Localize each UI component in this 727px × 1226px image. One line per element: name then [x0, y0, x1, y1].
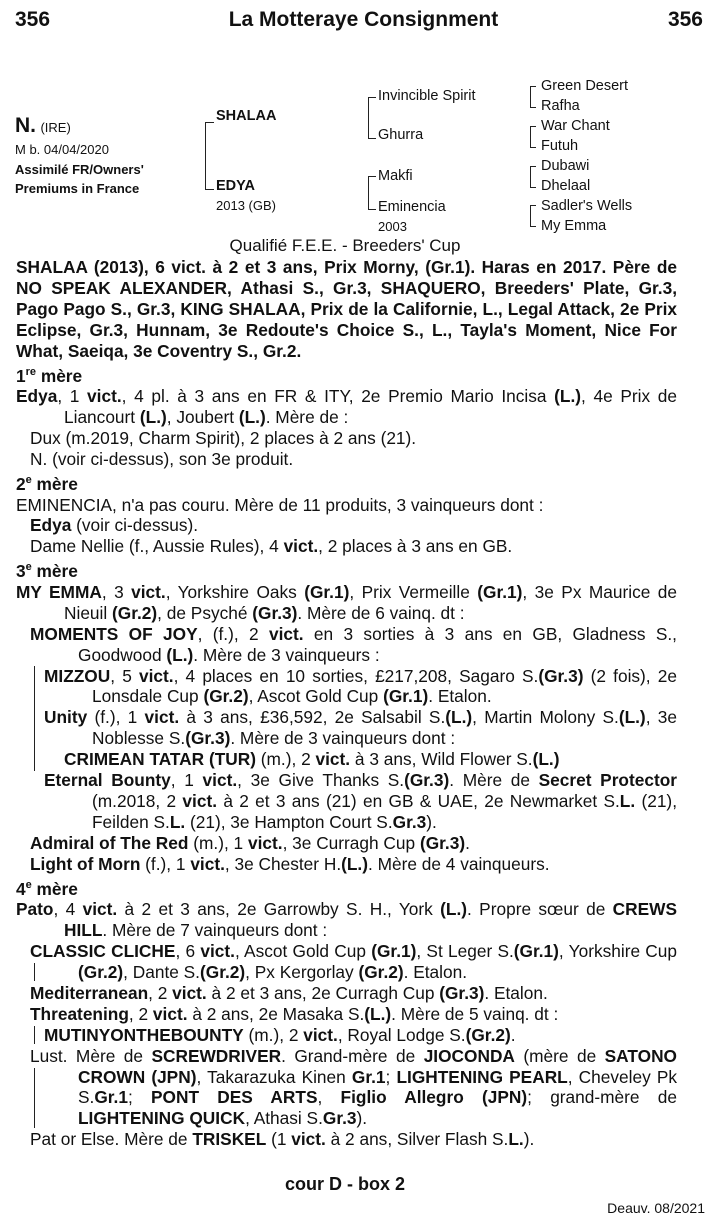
horse-name-block	[15, 114, 71, 138]
third-dam-entry: MY EMMA, 3 vict., Yorkshire Oaks (Gr.1), Prix Vermeille (Gr.1), 3e Px Maurice de Nieuil (Gr.2), de Psyché (Gr.3). Mère de 6 vainq. dt :	[16, 581, 677, 623]
pedigree-bracket-g1	[530, 86, 536, 108]
mediterranean-entry: Mediterranean, 2 vict. à 2 et 3 ans, 2e Curragh Cup (Gr.3). Etalon.	[30, 982, 548, 1003]
qualification-line: Qualifié F.E.E. - Breeders' Cup	[229, 236, 461, 255]
premium-line-2: Premiums in France	[15, 181, 140, 196]
crimean-tatar-entry: CRIMEAN TATAR (TUR) (m.), 2 vict. à 3 ans, Wild Flower S.(L.)	[64, 749, 560, 770]
fourth-dam-entry: Pato, 4 vict. à 2 et 3 ans, 2e Garrowby S. H., York (L.). Propre sœur de CREWS HILL. Mère de 7 vainqueurs dont :	[16, 899, 677, 941]
produce-tree-line	[34, 963, 35, 981]
pedigree-dam-info: 2013 (GB)	[216, 198, 276, 213]
pedigree-bracket-g4	[530, 205, 536, 227]
first-dam-produce-dux: Dux (m.2019, Charm Spirit), 2 places à 2 ans (21).	[30, 428, 417, 449]
pedigree-gg-2: Rafha	[541, 98, 580, 114]
second-dam-entry: EMINENCIA, n'a pas couru. Mère de 11 produits, 3 vainqueurs dont :	[16, 494, 544, 515]
unity-entry: Unity (f.), 1 vict. à 3 ans, £36,592, 2e Salsabil S.(L.), Martin Molony S.(L.), 3e Noblesse S.(Gr.3). Mère de 3 vainqueurs dont :	[44, 707, 677, 749]
pedigree-bracket-gen1	[205, 122, 214, 190]
produce-tree-line	[34, 1068, 35, 1128]
pedigree-dam-sire: Makfi	[378, 168, 413, 184]
pedigree-bracket-g3	[530, 166, 536, 188]
mizzou-entry: MIZZOU, 5 vict., 4 places en 10 sorties, £217,208, Sagaro S.(Gr.3) (2 fois), 2e Lonsdale Cup (Gr.2), Ascot Gold Cup (Gr.1). Etalon.	[44, 665, 677, 707]
first-dam-entry: Edya, 1 vict., 4 pl. à 3 ans en FR & ITY, 2e Premio Mario Incisa (L.), 4e Prix de Liancourt (L.), Joubert (L.). Mère de :	[16, 386, 677, 428]
pat-or-else-entry: Pat or Else. Mère de TRISKEL (1 vict. à 2 ans, Silver Flash S.L.).	[30, 1129, 535, 1150]
lust-block	[16, 1046, 677, 1130]
pedigree-dam: EDYA	[216, 178, 255, 194]
pedigree-dam-dam: Eminencia	[378, 199, 446, 215]
moments-of-joy-entry: MOMENTS OF JOY, (f.), 2 vict. en 3 sorties à 3 ans en GB, Gladness S., Goodwood (L.). Mère de 3 vainqueurs :	[30, 623, 677, 665]
pedigree-bracket-g2	[530, 126, 536, 148]
classic-cliche-entry: CLASSIC CLICHE, 6 vict., Ascot Gold Cup (Gr.1), St Leger S.(Gr.1), Yorkshire Cup (Gr.2), Dante S.(Gr.2), Px Kergorlay (Gr.2). Etalon.	[30, 941, 678, 982]
stable-box-location: cour D - box 2	[284, 1174, 405, 1194]
sire-paragraph: SHALAA (2013), 6 vict. à 2 et 3 ans, Prix Morny, (Gr.1). Haras en 2017. Père de NO SPEAK ALEXANDER, Athasi S., Gr.3, SHAQUERO, Breeders' Plate, Gr.3, Pago Pago S., Gr.3, KING SHALAA, Prix de la Californie, L., Legal Attack, 2e Prix Eclipse, Gr.3, Hunnam, 3e Redoute's Choice S., L., Tayla's Moment, Nice For What, Saeiqa, 3e Coventry S., Gr.2.	[16, 257, 677, 361]
pedigree-bracket-dam	[368, 176, 376, 210]
pedigree-gg-4: Futuh	[541, 138, 579, 154]
pedigree-gg-1: Green Desert	[541, 78, 629, 94]
mutinyonthebounty-entry: MUTINYONTHEBOUNTY (m.), 2 vict., Royal Lodge S.(Gr.2).	[44, 1024, 516, 1045]
pedigree-gg-5: Dubawi	[541, 158, 590, 174]
horse-origin: (IRE)	[40, 120, 71, 135]
pedigree-dam-dam-info: 2003	[378, 219, 407, 234]
moments-of-joy-block	[16, 624, 677, 833]
pedigree-gg-3: War Chant	[541, 118, 610, 134]
second-dam-produce-edya: Edya (voir ci-dessus).	[30, 515, 199, 536]
catalogue-body	[16, 257, 677, 1150]
threatening-entry: Threatening, 2 vict. à 2 ans, 2e Masaka S.(L.). Mère de 5 vainq. dt :	[30, 1003, 559, 1024]
lot-number-right: 356	[667, 8, 703, 31]
first-dam-produce-n: N. (voir ci-dessus), son 3e produit.	[30, 448, 294, 469]
admiral-entry: Admiral of The Red (m.), 1 vict., 3e Curragh Cup (Gr.3).	[30, 832, 470, 853]
pedigree-bracket-sire	[368, 97, 376, 139]
lot-number-left: 356	[15, 8, 51, 31]
pedigree-sire-dam: Ghurra	[378, 127, 424, 143]
second-dam-produce-dame-nellie: Dame Nellie (f., Aussie Rules), 4 vict., 2 places à 3 ans en GB.	[30, 536, 513, 557]
premium-line-1: Assimilé FR/Owners'	[15, 162, 144, 177]
pedigree-sire-sire: Invincible Spirit	[378, 88, 476, 104]
light-of-morn-entry: Light of Morn (f.), 1 vict., 3e Chester H.(L.). Mère de 4 vainqueurs.	[30, 853, 550, 874]
lust-entry: Lust. Mère de SCREWDRIVER. Grand-mère de JIOCONDA (mère de SATONO CROWN (JPN), Takarazuka Kinen Gr.1; LIGHTENING PEARL, Cheveley Pk S.Gr.1; PONT DES ARTS, Figlio Allegro (JPN); grand-mère de LIGHTENING QUICK, Athasi S.Gr.3).	[30, 1045, 677, 1129]
produce-tree-line	[34, 1026, 35, 1044]
section-third-dam: 3e mère	[16, 560, 78, 581]
pedigree-sire: SHALAA	[216, 108, 277, 124]
section-second-dam: 2e mère	[16, 473, 78, 494]
section-fourth-dam: 4e mère	[16, 878, 78, 899]
classic-cliche-block	[16, 941, 677, 983]
eternal-bounty-entry: Eternal Bounty, 1 vict., 3e Give Thanks S.(Gr.3). Mère de Secret Protector (m.2018, 2 vict. à 2 et 3 ans (21) en GB & UAE, 2e Newmarket S.L. (21), Feilden S.L. (21), 3e Hampton Court S.Gr.3).	[44, 770, 677, 832]
section-first-dam: 1re mère	[16, 365, 83, 386]
pedigree-gg-8: My Emma	[541, 218, 607, 234]
pedigree-gg-6: Dhelaal	[541, 178, 591, 194]
produce-tree-line	[34, 666, 35, 771]
threatening-block	[16, 1004, 677, 1046]
sale-reference: Deauv. 08/2021	[607, 1200, 705, 1216]
consignor-title: La Motteraye Consignment	[228, 8, 499, 31]
horse-name: N.	[15, 114, 36, 137]
horse-sex-dob: M b. 04/04/2020	[15, 142, 109, 157]
pedigree-gg-7: Sadler's Wells	[541, 198, 633, 214]
